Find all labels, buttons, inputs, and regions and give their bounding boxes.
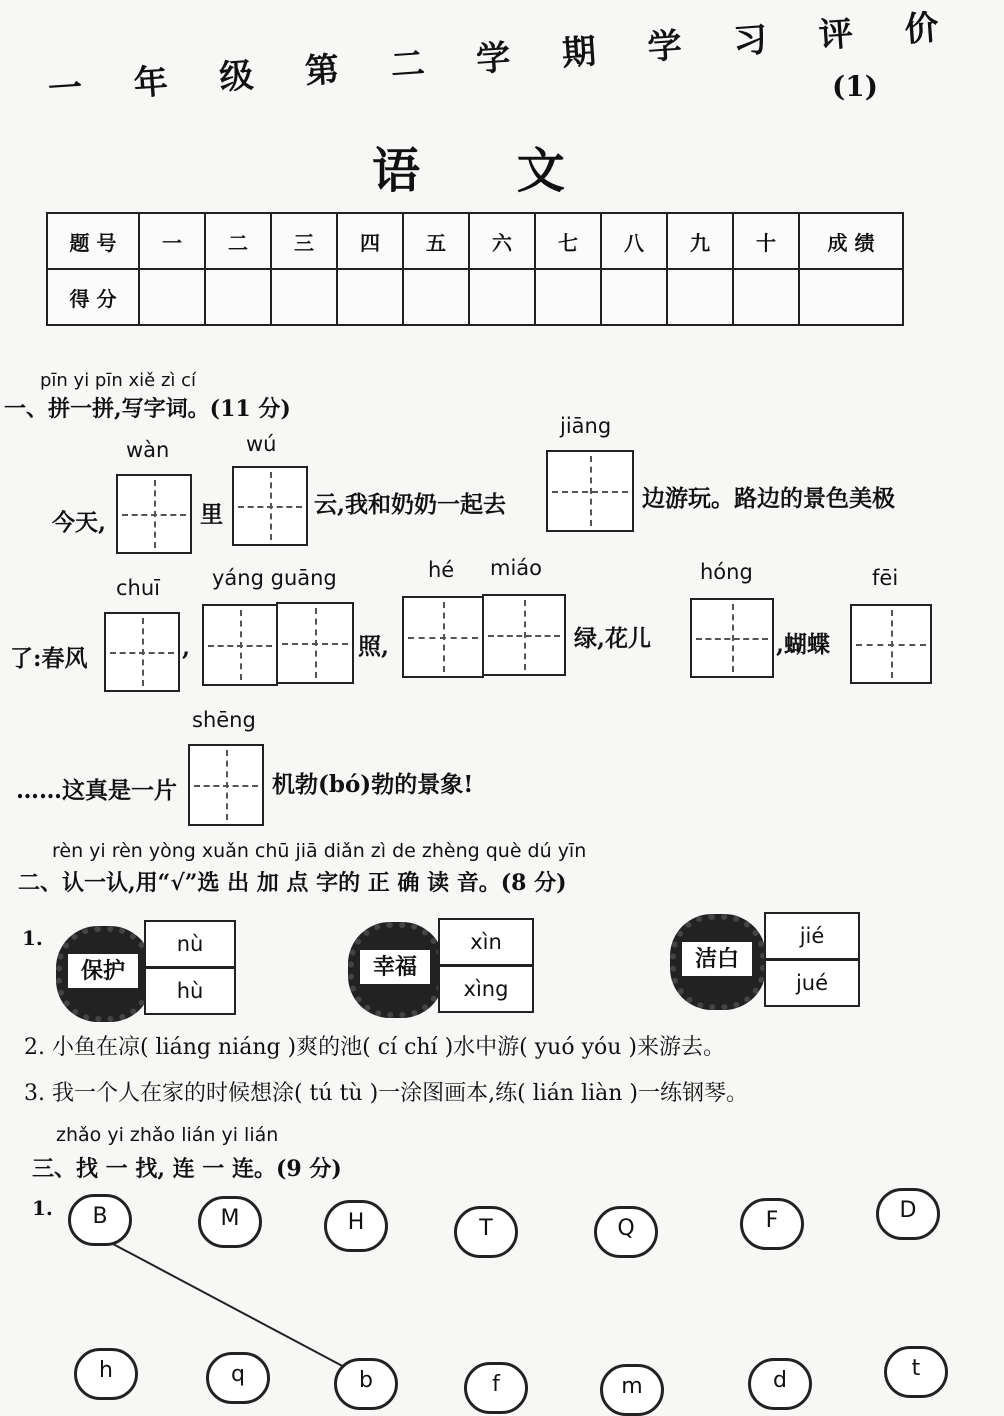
pinyin-label: hé xyxy=(428,558,455,582)
title-char: 价 xyxy=(903,6,960,51)
uppercase-letter-cloud[interactable]: Q xyxy=(594,1206,658,1258)
title-char: 级 xyxy=(218,54,275,98)
score-table-total: 成 绩 xyxy=(799,213,903,269)
title-char: 年 xyxy=(132,60,190,104)
uppercase-letter-cloud[interactable]: F xyxy=(740,1198,804,1250)
pinyin-option[interactable]: hù xyxy=(146,966,234,1013)
lowercase-letter-cloud[interactable]: m xyxy=(600,1364,664,1416)
subject-title: 语 文 xyxy=(372,143,605,199)
score-table-col: 一 xyxy=(139,213,205,269)
uppercase-letter-cloud[interactable]: D xyxy=(876,1188,940,1240)
score-table-col: 九 xyxy=(667,213,733,269)
pinyin-label: jiāng xyxy=(560,414,612,438)
uppercase-letter-cloud[interactable]: T xyxy=(454,1206,518,1258)
sentence-text: 了:春风 xyxy=(10,645,88,672)
score-table-label: 得 分 xyxy=(47,269,139,325)
flower-word: 保护 xyxy=(68,954,138,988)
uppercase-letter-cloud[interactable]: B xyxy=(68,1194,132,1246)
score-table-col: 十 xyxy=(733,213,799,269)
pinyin-label: miáo xyxy=(490,556,543,580)
lowercase-letter-cloud[interactable]: f xyxy=(464,1362,528,1414)
pinyin-label: shēng xyxy=(192,708,256,732)
score-table-col: 二 xyxy=(205,213,271,269)
section3-pinyin: zhǎo yi zhǎo lián yi lián xyxy=(56,1124,279,1146)
lowercase-letter-cloud[interactable]: b xyxy=(334,1358,398,1410)
question-2: 2. 小鱼在凉( liáng niáng )爽的池( cí chí )水中游( yuó yóu )来游去。 xyxy=(24,1035,726,1060)
sentence-text: 绿,花儿 xyxy=(574,625,652,652)
title-char: 第 xyxy=(303,48,361,92)
question-number: 1. xyxy=(32,1196,53,1220)
sentence-text: ……这真是一片 xyxy=(16,777,177,804)
sentence-text: 云,我和奶奶一起去 xyxy=(314,491,507,518)
lowercase-letter-cloud[interactable]: h xyxy=(74,1348,138,1400)
section1-pinyin: pīn yi pīn xiě zì cí xyxy=(40,370,197,391)
pinyin-label: hóng xyxy=(700,560,753,584)
title-char: 一 xyxy=(46,66,104,110)
score-table-col: 四 xyxy=(337,213,403,269)
score-table-col: 七 xyxy=(535,213,601,269)
sentence-text: 机勃(bó)勃的景象! xyxy=(272,771,474,798)
section2-pinyin: rèn yi rèn yòng xuǎn chū jiā diǎn zì de zhèng què dú yīn xyxy=(52,840,587,862)
match-line xyxy=(98,1236,350,1370)
flower-word: 洁白 xyxy=(682,942,752,976)
section2-heading: 二、认一认,用“√”选 出 加 点 字的 正 确 读 音。(8 分) xyxy=(18,870,567,896)
section3-heading: 三、找 一 找, 连 一 连。(9 分) xyxy=(32,1156,342,1182)
pinyin-label: chuī xyxy=(116,576,160,600)
lowercase-letter-cloud[interactable]: q xyxy=(206,1352,270,1404)
pinyin-label: yáng guāng xyxy=(212,566,337,590)
pinyin-label: fēi xyxy=(872,566,899,590)
pinyin-option[interactable]: nù xyxy=(176,932,204,956)
sentence-text: ,蝴蝶 xyxy=(776,631,831,658)
lowercase-letter-cloud[interactable]: t xyxy=(884,1346,948,1398)
title-char: 习 xyxy=(731,18,789,63)
score-table-col: 五 xyxy=(403,213,469,269)
pinyin-label: wú xyxy=(246,432,277,456)
question-3: 3. 我一个人在家的时候想涂( tú tù )一涂图画本,练( lián liàn )一练钢琴。 xyxy=(24,1081,749,1106)
title-char: 评 xyxy=(817,12,875,57)
score-table-label: 题 号 xyxy=(47,213,139,269)
sentence-text: 里 xyxy=(200,501,223,528)
flower-word: 幸福 xyxy=(360,950,430,984)
score-table-col: 八 xyxy=(601,213,667,269)
pinyin-label: wàn xyxy=(126,438,170,462)
sentence-text: 照, xyxy=(358,633,390,660)
title-suffix: (1) xyxy=(832,70,878,103)
pinyin-option[interactable]: jué xyxy=(766,958,858,1005)
pinyin-option[interactable]: xìng xyxy=(440,964,532,1011)
pinyin-option[interactable]: xìn xyxy=(470,930,502,954)
score-table-col: 三 xyxy=(271,213,337,269)
title-char: 二 xyxy=(389,42,447,86)
sentence-text: 边游玩。路边的景色美极 xyxy=(642,485,895,512)
score-table-col: 六 xyxy=(469,213,535,269)
question-number: 1. xyxy=(22,926,43,950)
lowercase-letter-cloud[interactable]: d xyxy=(748,1358,812,1410)
title-char: 学 xyxy=(646,24,703,69)
sentence-text: , xyxy=(182,634,191,661)
pinyin-option[interactable]: jié xyxy=(799,924,825,948)
sentence-text: 今天, xyxy=(52,509,107,536)
section1-heading: 一、拼一拼,写字词。(11 分) xyxy=(4,396,291,422)
uppercase-letter-cloud[interactable]: H xyxy=(324,1200,388,1252)
title-char: 期 xyxy=(560,30,618,75)
title-char: 学 xyxy=(475,36,532,81)
uppercase-letter-cloud[interactable]: M xyxy=(198,1196,262,1248)
